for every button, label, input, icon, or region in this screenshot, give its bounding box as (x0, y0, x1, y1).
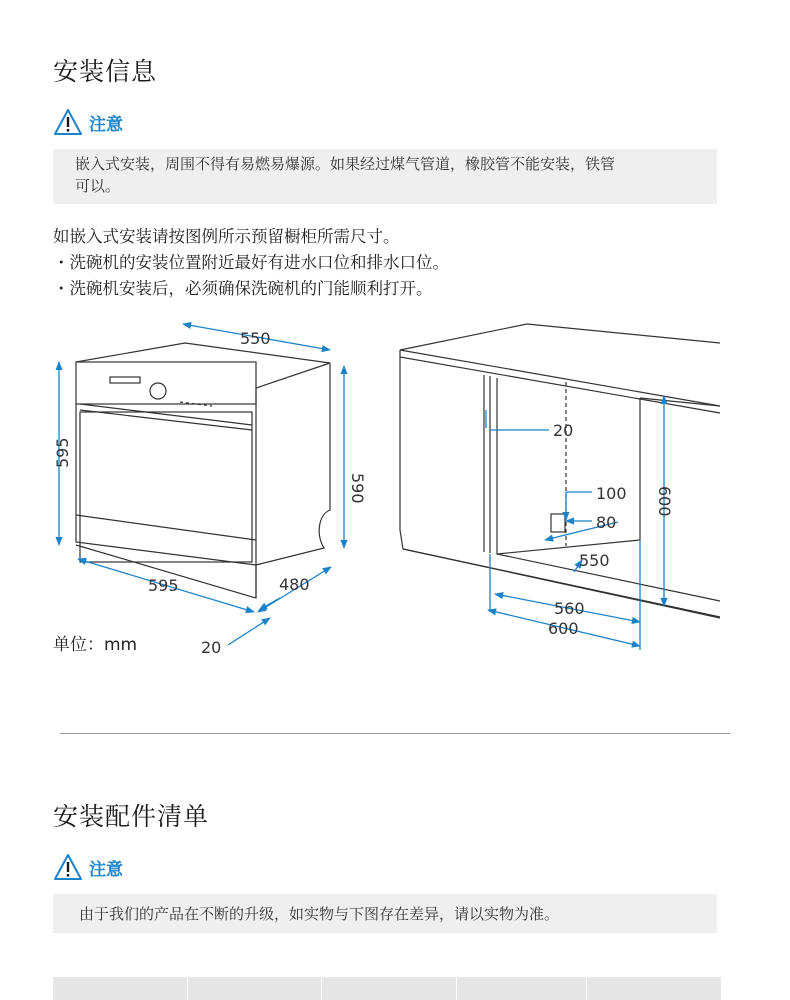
notice-label: 注意 (89, 859, 123, 880)
bullet-dot: ・ (53, 253, 70, 272)
table-header-cell (188, 977, 322, 1000)
dim-door-gap: 20 (201, 638, 222, 657)
dim-pipe-width: 80 (596, 513, 617, 532)
dim-side-gap: 20 (553, 421, 574, 440)
dim-inner-depth: 550 (579, 551, 610, 570)
dim-depth: 480 (279, 575, 310, 594)
installation-dimension-diagram (0, 310, 790, 670)
notice-text: 由于我们的产品在不断的升级，如实物与下图存在差异，请以实物为准。 (79, 905, 560, 923)
unit-label: 单位：mm (53, 635, 138, 655)
accessory-table-header (53, 977, 722, 1000)
section-title-accessories: 安装配件清单 (53, 802, 210, 831)
notice-text-line1: 嵌入式安装，周围不得有易燃易爆源。如果经过煤气管道，橡胶管不能安装，铁管 (75, 155, 616, 173)
dishwasher-drawing (76, 343, 330, 598)
dim-bottom-width: 595 (148, 576, 179, 595)
table-header-cell (457, 977, 587, 1000)
bullet-item: ・洗碗机的安装位置附近最好有进水口位和排水口位。 (53, 253, 449, 272)
notice-box (53, 894, 717, 933)
dim-inner-width: 560 (554, 599, 585, 618)
page-title: 安装信息 (53, 57, 158, 86)
bullet-item: ・洗碗机安装后，必须确保洗碗机的门能顺利打开。 (53, 279, 433, 298)
dim-pipe-height: 100 (596, 484, 627, 503)
dim-top-width: 550 (240, 329, 271, 348)
cabinet-drawing (400, 324, 720, 618)
intro-text: 如嵌入式安装请按图例所示预留橱柜所需尺寸。 (53, 227, 400, 246)
warning-icon (53, 853, 83, 881)
dim-right-height: 590 (348, 473, 367, 504)
install-instructions (53, 224, 449, 302)
table-header-cell (53, 977, 188, 1000)
notice-text-line2: 可以。 (75, 177, 121, 195)
dim-outer-width: 600 (548, 619, 579, 638)
dim-left-height: 595 (53, 437, 72, 468)
notice-header (53, 108, 123, 136)
warning-icon (53, 108, 83, 136)
bullet-dot: ・ (53, 279, 70, 298)
notice-header (53, 853, 123, 881)
notice-box (53, 149, 717, 204)
section-divider (60, 733, 730, 734)
notice-label: 注意 (89, 114, 123, 135)
dim-height: 600 (655, 486, 674, 517)
table-header-cell (322, 977, 457, 1000)
table-header-cell (587, 977, 722, 1000)
